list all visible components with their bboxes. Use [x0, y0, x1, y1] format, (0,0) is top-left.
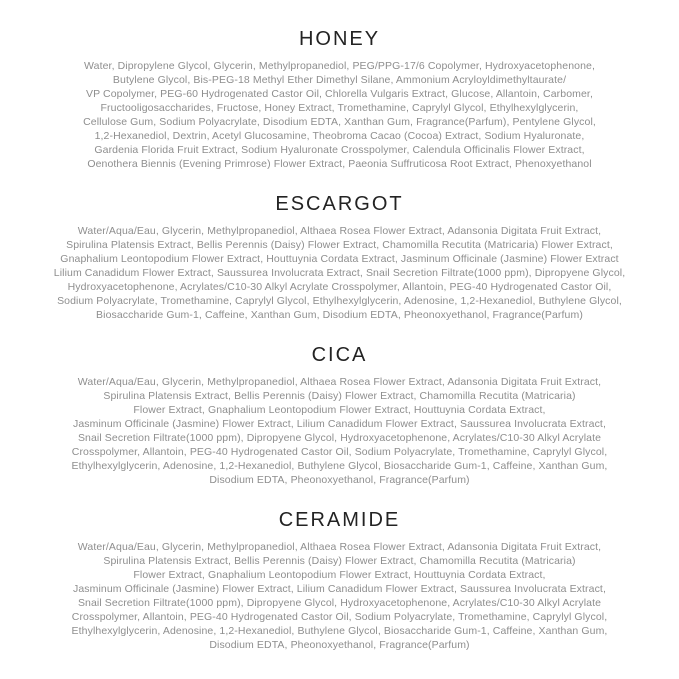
ingredient-line: Crosspolymer, Allantoin, PEG-40 Hydrogenated Castor Oil, Sodium Polyacrylate, Tromethamine, Caprylyl Glycol,: [71, 611, 608, 623]
ingredient-line: Flower Extract, Gnaphalium Leontopodium Flower Extract, Houttuynia Cordata Extract,: [133, 569, 546, 581]
ingredient-line: Butylene Glycol, Bis-PEG-18 Methyl Ether Dimethyl Silane, Ammonium Acryloyldimethyltaurate/: [112, 74, 567, 86]
ingredient-line: Sodium Polyacrylate, Tromethamine, Caprylyl Glycol, Ethylhexylglycerin, Adenosine, 1,2-Hexanediol, Buthylene Glycol,: [57, 295, 622, 307]
ingredient-line: Hydroxyacetophenone, Acrylates/C10-30 Alkyl Acrylate Crosspolymer, Allantoin, PEG-40 Hydrogenated Castor Oil,: [67, 281, 612, 293]
ingredient-line: Jasminum Officinale (Jasmine) Flower Extract, Lilium Canadidum Flower Extract, Saussurea Involucrata Extract,: [73, 583, 606, 595]
ingredient-line: Water, Dipropylene Glycol, Glycerin, Methylpropanediol, PEG/PPG-17/6 Copolymer, Hydroxyacetophenone,: [84, 60, 595, 72]
section-cica: [0, 344, 679, 487]
ingredient-line: VP Copolymer, PEG-60 Hydrogenated Castor Oil, Chlorella Vulgaris Extract, Glucose, Allantoin, Carbomer,: [86, 88, 593, 100]
ingredient-line: Biosaccharide Gum-1, Caffeine, Xanthan Gum, Disodium EDTA, Pheonoxyethanol, Fragrance(Parfum): [96, 309, 583, 321]
ingredient-line: Fructooligosaccharides, Fructose, Honey Extract, Tromethamine, Caprylyl Glycol, Ethylhexylglycerin,: [100, 102, 579, 114]
ingredient-list-honey: [15, 59, 665, 171]
ingredient-line: Water/Aqua/Eau, Glycerin, Methylpropanediol, Althaea Rosea Flower Extract, Adansonia Digitata Fruit Extract,: [77, 225, 602, 237]
ingredient-line: Water/Aqua/Eau, Glycerin, Methylpropanediol, Althaea Rosea Flower Extract, Adansonia Digitata Fruit Extract,: [77, 376, 602, 388]
ingredient-line: Snail Secretion Filtrate(1000 ppm), Dipropyene Glycol, Hydroxyacetophenone, Acrylates/C10-30 Alkyl Acrylate: [77, 597, 602, 609]
section-honey: [0, 28, 679, 171]
ingredient-line: 1,2-Hexanediol, Dextrin, Acetyl Glucosamine, Theobroma Cacao (Cocoa) Extract, Sodium Hyaluronate,: [94, 130, 585, 142]
ingredient-line: Jasminum Officinale (Jasmine) Flower Extract, Lilium Canadidum Flower Extract, Saussurea Involucrata Extract,: [73, 418, 606, 430]
ingredient-line: Spirulina Platensis Extract, Bellis Perennis (Daisy) Flower Extract, Chamomilla Recutita (Matricaria): [103, 390, 576, 402]
ingredient-line: Oenothera Biennis (Evening Primrose) Flower Extract, Paeonia Suffruticosa Root Extract, Phenoxyethanol: [87, 158, 592, 170]
ingredient-line: Disodium EDTA, Pheonoxyethanol, Fragrance(Parfum): [209, 474, 470, 486]
ingredient-line: Spirulina Platensis Extract, Bellis Perennis (Daisy) Flower Extract, Chamomilla Recutita (Matricaria): [103, 555, 576, 567]
section-ceramide: [0, 509, 679, 652]
ingredient-list-cica: [15, 375, 665, 487]
section-title-ceramide: CERAMIDE: [278, 509, 401, 531]
ingredient-line: Spirulina Platensis Extract, Bellis Perennis (Daisy) Flower Extract, Chamomilla Recutita (Matricaria) Flower Extract,: [66, 239, 613, 251]
ingredient-line: Lilium Canadidum Flower Extract, Saussurea Involucrata Extract, Snail Secretion Filtrate(1000 ppm), Dipropyene Glycol,: [53, 267, 626, 279]
ingredient-line: Flower Extract, Gnaphalium Leontopodium Flower Extract, Houttuynia Cordata Extract,: [133, 404, 546, 416]
ingredient-line: Ethylhexylglycerin, Adenosine, 1,2-Hexanediol, Buthylene Glycol, Biosaccharide Gum-1, Caffeine, Xanthan Gum,: [71, 460, 608, 472]
ingredient-line: Water/Aqua/Eau, Glycerin, Methylpropanediol, Althaea Rosea Flower Extract, Adansonia Digitata Fruit Extract,: [77, 541, 602, 553]
ingredient-line: Crosspolymer, Allantoin, PEG-40 Hydrogenated Castor Oil, Sodium Polyacrylate, Tromethamine, Caprylyl Glycol,: [71, 446, 608, 458]
ingredient-line: Cellulose Gum, Sodium Polyacrylate, Disodium EDTA, Xanthan Gum, Fragrance(Parfum), Pentylene Glycol,: [83, 116, 596, 128]
ingredient-line: Gardenia Florida Fruit Extract, Sodium Hyaluronate Crosspolymer, Calendula Officinalis Flower Extract,: [94, 144, 585, 156]
ingredient-list-escargot: [15, 224, 665, 322]
ingredient-line: Gnaphalium Leontopodium Flower Extract, Houttuynia Cordata Extract, Jasminum Officinale (Jasmine) Flower Extract: [60, 253, 619, 265]
section-title-escargot: ESCARGOT: [275, 193, 404, 215]
section-title-cica: CICA: [311, 344, 368, 366]
section-escargot: [0, 193, 679, 322]
ingredient-line: Ethylhexylglycerin, Adenosine, 1,2-Hexanediol, Buthylene Glycol, Biosaccharide Gum-1, Caffeine, Xanthan Gum,: [71, 625, 608, 637]
section-title-honey: HONEY: [298, 28, 381, 50]
ingredient-list-ceramide: [15, 540, 665, 652]
ingredient-line: Disodium EDTA, Pheonoxyethanol, Fragrance(Parfum): [209, 639, 470, 651]
ingredient-line: Snail Secretion Filtrate(1000 ppm), Dipropyene Glycol, Hydroxyacetophenone, Acrylates/C10-30 Alkyl Acrylate: [77, 432, 602, 444]
